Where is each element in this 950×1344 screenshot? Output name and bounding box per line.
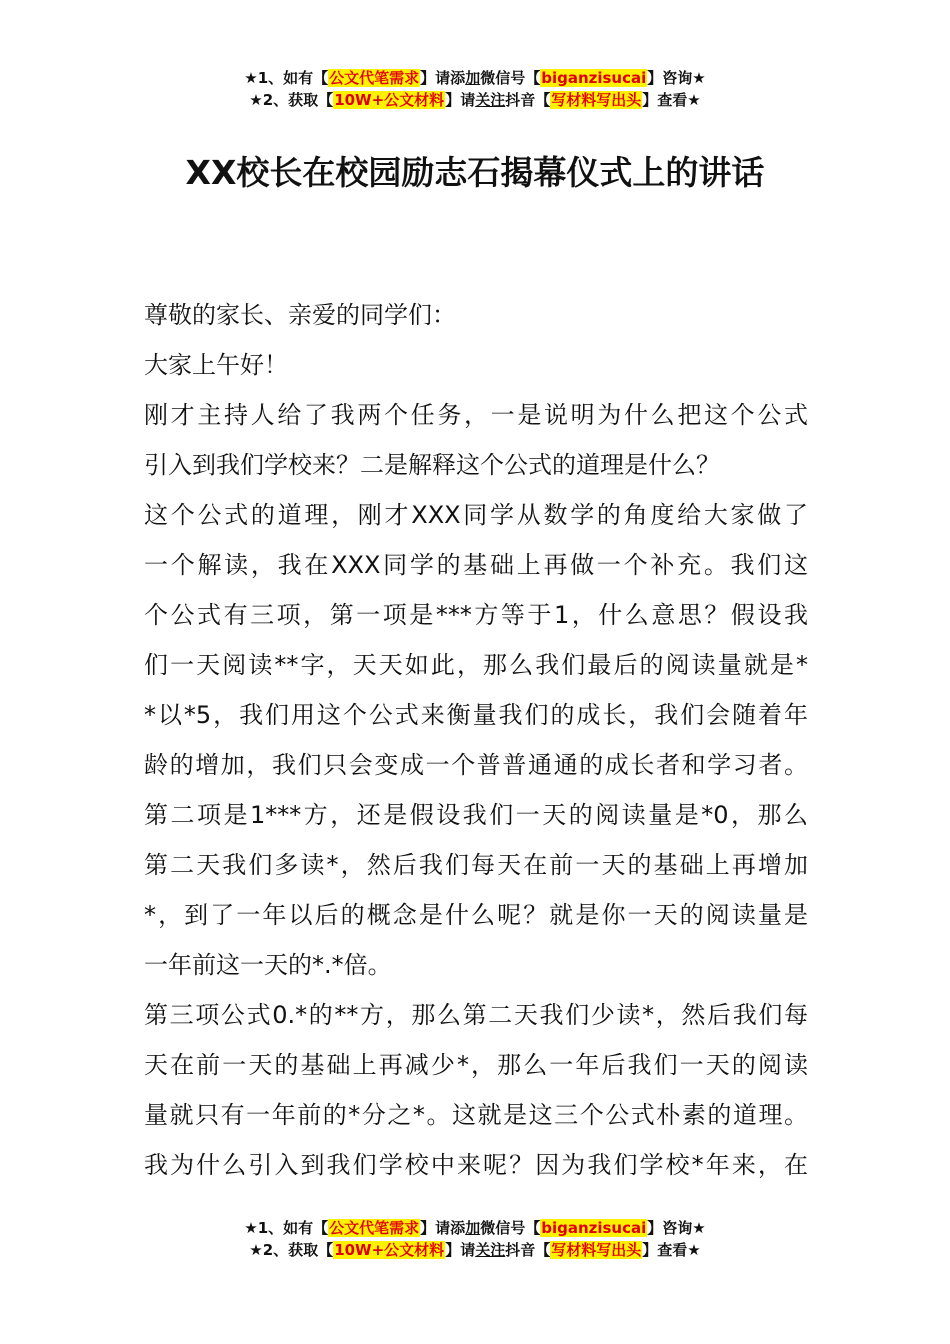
- highlight-materials: 10W+公文材料: [334, 91, 445, 109]
- highlight-douyin-account[interactable]: 写材料写出头: [551, 91, 642, 109]
- text-line: 天在前一天的基础上再减少*，那么一年后我们一天的阅读: [144, 1051, 808, 1079]
- banner-line-1: [0, 1217, 950, 1239]
- banner-underline: 加: [465, 69, 481, 87]
- text-line: 一个解读，我在XXX同学的基础上再做一个补充。我们这: [144, 551, 808, 579]
- highlight-wechat-id[interactable]: biganzisucai: [541, 1219, 647, 1237]
- text-line: 个公式有三项，第一项是***方等于1，什么意思？假设我: [144, 601, 808, 629]
- text-line: 我为什么引入到我们学校中来呢？因为我们学校*年来，在: [144, 1151, 808, 1179]
- document-title: XX校长在校园励志石揭幕仪式上的讲话: [185, 153, 765, 192]
- banner-text: ★1、如有【: [244, 1219, 329, 1237]
- banner-text: 微信号【: [480, 1219, 541, 1237]
- text-line: 尊敬的家长、亲爱的同学们：: [144, 301, 456, 329]
- banner-text: 】请: [445, 1241, 476, 1259]
- highlight-service: 公文代笔需求: [329, 69, 420, 87]
- text-line: 第二天我们多读*，然后我们每天在前一天的基础上再增加: [144, 851, 808, 879]
- banner-text: 】请添: [420, 1219, 466, 1237]
- highlight-materials: 10W+公文材料: [334, 1241, 445, 1259]
- text-line: 量就只有一年前的*分之*。这就是这三个公式朴素的道理。: [144, 1101, 808, 1129]
- banner-line-2: [0, 1239, 950, 1261]
- text-line: *，到了一年以后的概念是什么呢？就是你一天的阅读量是: [144, 901, 808, 929]
- text-line: *以*5，我们用这个公式来衡量我们的成长，我们会随着年: [144, 701, 808, 729]
- banner-underline: 关注: [475, 1241, 506, 1259]
- text-line: 第三项公式0.*的**方，那么第二天我们少读*，然后我们每: [144, 1001, 808, 1029]
- banner-text: 】查看★: [642, 1241, 701, 1259]
- banner-line-2: [0, 89, 950, 111]
- highlight-wechat-id[interactable]: biganzisucai: [541, 69, 647, 87]
- text-line: 这个公式的道理，刚才XXX同学从数学的角度给大家做了: [144, 501, 808, 529]
- text-line: 大家上午好！: [144, 351, 288, 379]
- banner-line-1: [0, 67, 950, 89]
- document-body: [144, 290, 808, 1190]
- banner-text: ★2、获取【: [249, 91, 334, 109]
- bottom-banner: [0, 1217, 950, 1261]
- banner-text: 】咨询★: [647, 69, 706, 87]
- text-line: 们一天阅读**字，天天如此，那么我们最后的阅读量就是*: [144, 651, 808, 679]
- text-line: 刚才主持人给了我两个任务，一是说明为什么把这个公式: [144, 401, 808, 429]
- banner-text: 】请: [445, 91, 476, 109]
- banner-underline: 关注: [475, 91, 506, 109]
- banner-text: ★2、获取【: [249, 1241, 334, 1259]
- top-banner: [0, 67, 950, 111]
- text-line: 第二项是1***方，还是假设我们一天的阅读量是*0，那么: [144, 801, 808, 829]
- banner-underline: 加: [465, 1219, 481, 1237]
- banner-text: ★1、如有【: [244, 69, 329, 87]
- banner-text: 抖音【: [505, 1241, 551, 1259]
- text-line: 龄的增加，我们只会变成一个普普通通的成长者和学习者。: [144, 751, 808, 779]
- highlight-douyin-account[interactable]: 写材料写出头: [551, 1241, 642, 1259]
- highlight-service: 公文代笔需求: [329, 1219, 420, 1237]
- banner-text: 】咨询★: [647, 1219, 706, 1237]
- banner-text: 抖音【: [505, 91, 551, 109]
- banner-text: 微信号【: [480, 69, 541, 87]
- banner-text: 】请添: [420, 69, 466, 87]
- text-line: 引入到我们学校来？二是解释这个公式的道理是什么？: [144, 451, 720, 479]
- text-line: 一年前这一天的*.*倍。: [144, 951, 392, 979]
- banner-text: 】查看★: [642, 91, 701, 109]
